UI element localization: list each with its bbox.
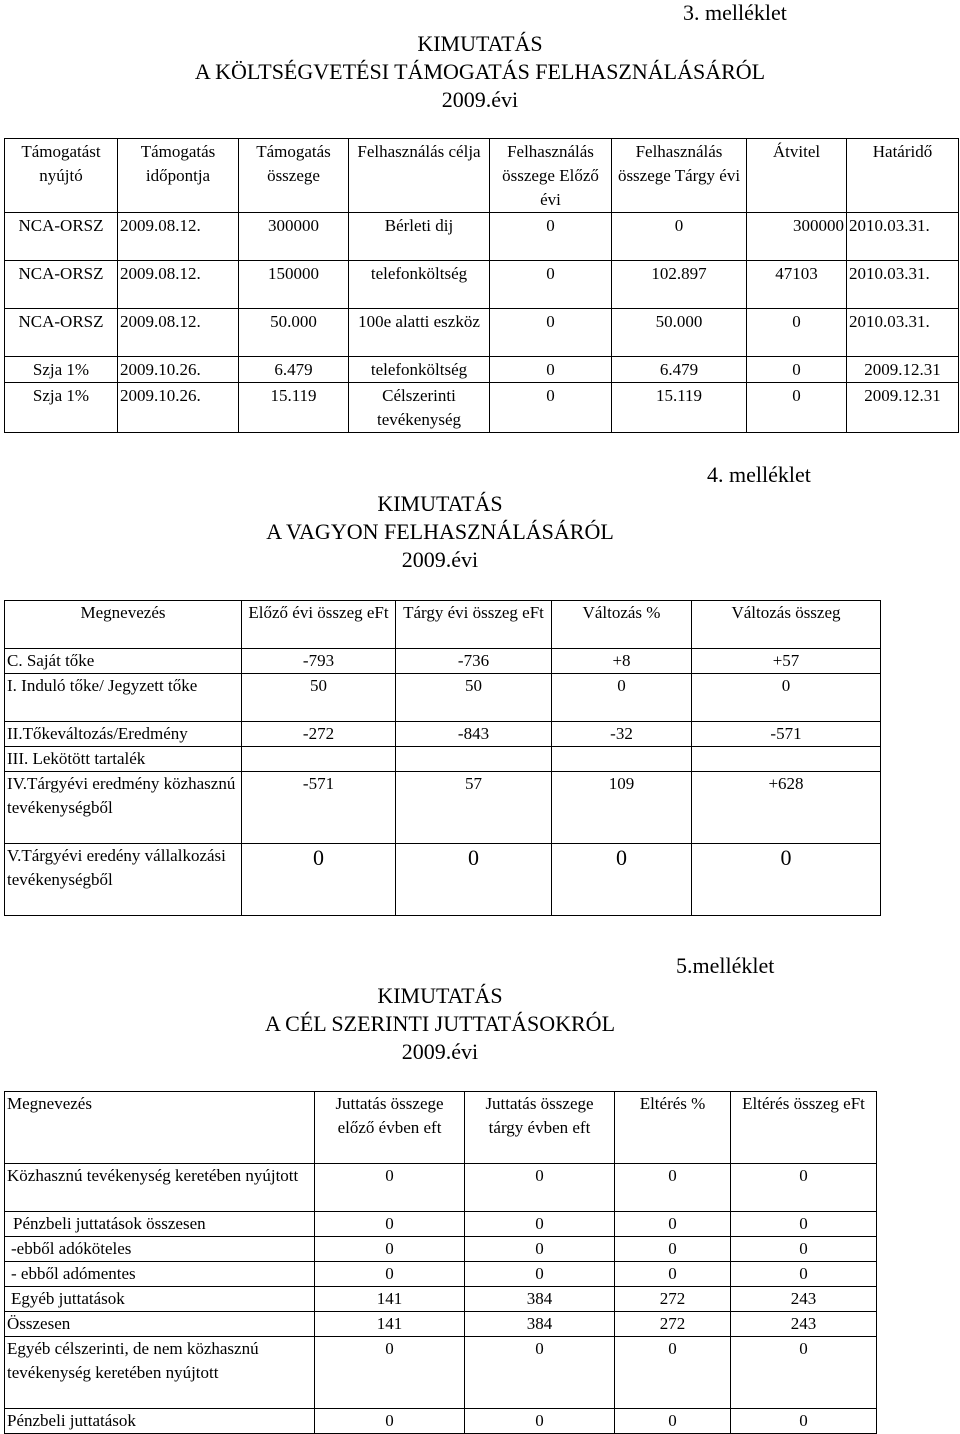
table-cell: 243: [731, 1287, 877, 1312]
table-cell: 0: [731, 1337, 877, 1409]
table-cell: 2010.03.31.: [847, 213, 959, 261]
support-table: [4, 138, 959, 433]
table-cell: 0: [731, 1237, 877, 1262]
table-cell: 0: [315, 1164, 465, 1212]
header-cell: Támogatást nyújtó: [5, 139, 118, 213]
table-cell: I. Induló tőke/ Jegyzett tőke: [5, 674, 242, 722]
table-cell: 15.119: [239, 383, 349, 433]
table-cell: 100e alatti eszköz: [349, 309, 490, 357]
table-row: [5, 747, 881, 772]
table-cell: 0: [465, 1237, 615, 1262]
table-cell: IV.Tárgyévi eredmény közhasznú tevékenységből: [5, 772, 242, 844]
table-cell: 272: [615, 1312, 731, 1337]
table-cell: 141: [315, 1287, 465, 1312]
table-cell: 0: [315, 1409, 465, 1434]
table-cell: 0: [490, 357, 612, 383]
table-cell: 0: [490, 261, 612, 309]
table-cell: 0: [552, 844, 692, 916]
table-row: [5, 1312, 877, 1337]
table-cell: NCA-ORSZ: [5, 309, 118, 357]
table-cell: 243: [731, 1312, 877, 1337]
table-cell: 109: [552, 772, 692, 844]
table-cell: 141: [315, 1312, 465, 1337]
title-line: 2009.évi: [401, 1039, 479, 1064]
table-cell: -843: [396, 722, 552, 747]
table-cell: 2010.03.31.: [847, 261, 959, 309]
table-row: [5, 772, 881, 844]
title-line: 2009.évi: [441, 87, 519, 112]
table-cell: 0: [615, 1164, 731, 1212]
table-cell: Pénzbeli juttatások összesen: [5, 1212, 315, 1237]
table-cell: 0: [490, 383, 612, 433]
table-cell: -ebből adóköteles: [5, 1237, 315, 1262]
table-cell: telefonköltség: [349, 261, 490, 309]
table-cell: 0: [731, 1212, 877, 1237]
table-cell: Összesen: [5, 1312, 315, 1337]
table-cell: 102.897: [612, 261, 747, 309]
table-cell: 0: [731, 1262, 877, 1287]
table-cell: 6.479: [612, 357, 747, 383]
title-line: KIMUTATÁS: [417, 31, 543, 56]
header-cell: Megnevezés: [5, 601, 242, 649]
table-cell: 47103: [747, 261, 847, 309]
table-cell: 0: [747, 357, 847, 383]
table-row: [5, 1164, 877, 1212]
title-line: A VAGYON FELHASZNÁLÁSÁRÓL: [266, 519, 614, 544]
table-cell: 300000: [747, 213, 847, 261]
section-title: [0, 30, 960, 114]
header-cell: Átvitel: [747, 139, 847, 213]
header-cell: Támogatás összege: [239, 139, 349, 213]
table-cell: 0: [465, 1337, 615, 1409]
table-cell: [242, 747, 396, 772]
table-cell: 0: [731, 1409, 877, 1434]
table-row: [5, 309, 959, 357]
table-cell: 0: [615, 1212, 731, 1237]
table-cell: NCA-ORSZ: [5, 213, 118, 261]
table-cell: -736: [396, 649, 552, 674]
table-cell: 0: [315, 1212, 465, 1237]
table-row: [5, 261, 959, 309]
table-cell: 384: [465, 1287, 615, 1312]
header-row: [5, 139, 959, 213]
table-cell: NCA-ORSZ: [5, 261, 118, 309]
benefits-table: [4, 1091, 877, 1434]
table-cell: 50: [396, 674, 552, 722]
table-row: [5, 722, 881, 747]
table-cell: 50: [242, 674, 396, 722]
table-row: [5, 357, 959, 383]
table-cell: V.Tárgyévi eredény vállalkozási tevékenységből: [5, 844, 242, 916]
table-cell: 0: [315, 1337, 465, 1409]
table-cell: 50.000: [239, 309, 349, 357]
table-row: [5, 1262, 877, 1287]
table-cell: Bérleti dij: [349, 213, 490, 261]
title-line: KIMUTATÁS: [377, 983, 503, 1008]
table-cell: [396, 747, 552, 772]
table-cell: Szja 1%: [5, 357, 118, 383]
table-row: [5, 1409, 877, 1434]
table-cell: 0: [692, 674, 881, 722]
header-cell: Megnevezés: [5, 1092, 315, 1164]
table-row: [5, 674, 881, 722]
table-cell: 2009.12.31: [847, 383, 959, 433]
table-cell: C. Saját tőke: [5, 649, 242, 674]
title-line: KIMUTATÁS: [377, 491, 503, 516]
header-cell: Támogatás időpontja: [118, 139, 239, 213]
table-cell: 0: [490, 213, 612, 261]
table-cell: 300000: [239, 213, 349, 261]
table-cell: 0: [315, 1262, 465, 1287]
table-cell: 57: [396, 772, 552, 844]
header-cell: Eltérés %: [615, 1092, 731, 1164]
table-cell: - ebből adómentes: [5, 1262, 315, 1287]
table-row: [5, 213, 959, 261]
table-cell: 0: [396, 844, 552, 916]
table-row: [5, 1287, 877, 1312]
header-cell: Határidő: [847, 139, 959, 213]
table-cell: [692, 747, 881, 772]
table-cell: -571: [242, 772, 396, 844]
table-cell: -571: [692, 722, 881, 747]
table-cell: 0: [747, 309, 847, 357]
table-cell: 0: [465, 1262, 615, 1287]
table-cell: Közhasznú tevékenység keretében nyújtott: [5, 1164, 315, 1212]
table-cell: +8: [552, 649, 692, 674]
table-row: [5, 1337, 877, 1409]
table-cell: 50.000: [612, 309, 747, 357]
header-row: [5, 1092, 877, 1164]
table-cell: 2009.10.26.: [118, 383, 239, 433]
table-cell: 0: [612, 213, 747, 261]
annex-label: 5.melléklet: [676, 953, 775, 978]
assets-table: [4, 600, 881, 916]
table-cell: 2009.08.12.: [118, 213, 239, 261]
table-cell: +57: [692, 649, 881, 674]
table-row: [5, 649, 881, 674]
table-row: [5, 844, 881, 916]
table-cell: 0: [615, 1262, 731, 1287]
header-cell: Tárgy évi összeg eFt: [396, 601, 552, 649]
header-cell: Eltérés összeg eFt: [731, 1092, 877, 1164]
header-cell: Juttatás összege tárgy évben eft: [465, 1092, 615, 1164]
table-cell: 2009.10.26.: [118, 357, 239, 383]
header-cell: Felhasználás célja: [349, 139, 490, 213]
table-cell: 0: [731, 1164, 877, 1212]
table-cell: 0: [615, 1237, 731, 1262]
section-title: [0, 490, 920, 574]
table-cell: 0: [465, 1164, 615, 1212]
table-cell: [552, 747, 692, 772]
table-cell: telefonköltség: [349, 357, 490, 383]
annex-label: 4. melléklet: [707, 462, 811, 487]
title-line: 2009.évi: [401, 547, 479, 572]
table-cell: 0: [242, 844, 396, 916]
table-cell: 6.479: [239, 357, 349, 383]
header-cell: Felhasználás összege Tárgy évi: [612, 139, 747, 213]
table-cell: 0: [692, 844, 881, 916]
table-cell: 0: [615, 1409, 731, 1434]
table-cell: 272: [615, 1287, 731, 1312]
table-cell: Pénzbeli juttatások: [5, 1409, 315, 1434]
table-cell: Célszerinti tevékenység: [349, 383, 490, 433]
annex-label: 3. melléklet: [683, 0, 787, 25]
table-cell: Egyéb juttatások: [5, 1287, 315, 1312]
header-cell: Felhasználás összege Előző évi: [490, 139, 612, 213]
table-cell: 0: [465, 1409, 615, 1434]
table-row: [5, 383, 959, 433]
table-cell: Egyéb célszerinti, de nem közhasznú tevékenység keretében nyújtott: [5, 1337, 315, 1409]
table-cell: 2009.12.31: [847, 357, 959, 383]
table-cell: 384: [465, 1312, 615, 1337]
table-cell: -272: [242, 722, 396, 747]
table-cell: 0: [747, 383, 847, 433]
table-cell: 0: [490, 309, 612, 357]
table-cell: Szja 1%: [5, 383, 118, 433]
table-cell: -32: [552, 722, 692, 747]
header-cell: Változás %: [552, 601, 692, 649]
table-cell: -793: [242, 649, 396, 674]
table-cell: 150000: [239, 261, 349, 309]
header-row: [5, 601, 881, 649]
header-cell: Előző évi összeg eFt: [242, 601, 396, 649]
table-cell: 0: [552, 674, 692, 722]
header-cell: Változás összeg: [692, 601, 881, 649]
title-line: A KÖLTSÉGVETÉSI TÁMOGATÁS FELHASZNÁLÁSÁRÓL: [194, 59, 766, 84]
table-cell: 15.119: [612, 383, 747, 433]
table-cell: 0: [315, 1237, 465, 1262]
header-cell: Juttatás összege előző évben eft: [315, 1092, 465, 1164]
table-cell: III. Lekötött tartalék: [5, 747, 242, 772]
table-cell: +628: [692, 772, 881, 844]
table-cell: 0: [615, 1337, 731, 1409]
section-title: [0, 982, 920, 1066]
table-cell: 2009.08.12.: [118, 261, 239, 309]
table-row: [5, 1212, 877, 1237]
table-cell: 0: [465, 1212, 615, 1237]
table-cell: 2009.08.12.: [118, 309, 239, 357]
table-cell: 2010.03.31.: [847, 309, 959, 357]
title-line: A CÉL SZERINTI JUTTATÁSOKRÓL: [264, 1011, 616, 1036]
table-cell: II.Tőkeváltozás/Eredmény: [5, 722, 242, 747]
table-row: [5, 1237, 877, 1262]
